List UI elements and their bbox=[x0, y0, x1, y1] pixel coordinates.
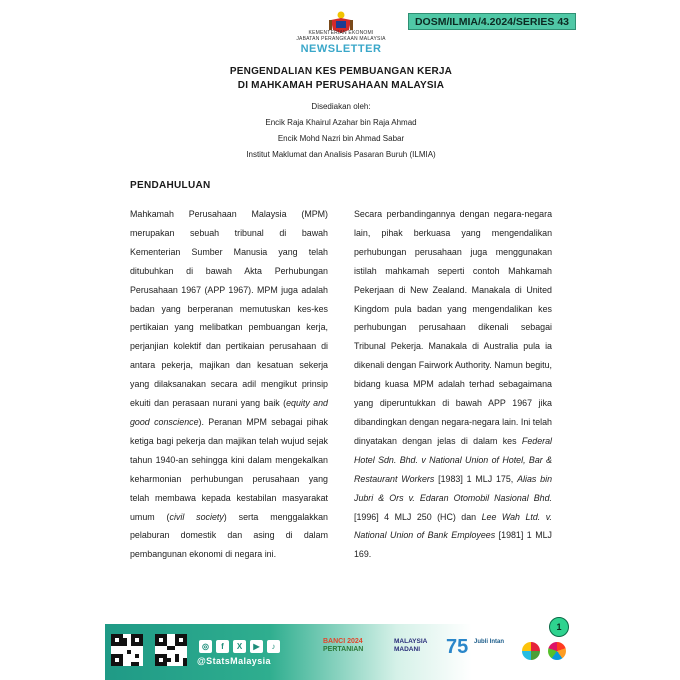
social-handle[interactable]: @StatsMalaysia bbox=[197, 656, 271, 666]
statistics-day-icon bbox=[548, 642, 566, 660]
paragraph-text: Secara perbandingannya dengan negara-negara lain, pihak berkuasa yang mengendalikan perhubungan perusahaan juga menggunakan istilah mahkamah seperti contoh Mahkamah Pekerjaan di New Zealand. Manakala di United Kingdom pula badan yang mengendalikan kes perhubungan perusahaan dikenali sebagai Tribunal Pekerja. Manakala di Australia pula ia dikenali dengan Fairwork Authority. Namun begitu, bidang kuasa MPM adalah terhad sebagaimana yang diperuntukkan di bawah APP 1967 jika dibandingkan dengan negara-negara lain. Ini telah dinyatakan dengan jelas di dalam kes bbox=[354, 209, 552, 446]
x-icon[interactable]: X bbox=[233, 640, 246, 653]
qr-code-icon[interactable] bbox=[111, 634, 143, 666]
sdg-wheel-icon bbox=[522, 642, 540, 660]
author-2: Encik Mohd Nazri bin Ahmad Sabar bbox=[277, 134, 405, 143]
document-title-line-2: DI MAHKAMAH PERUSAHAAN MALAYSIA bbox=[237, 80, 445, 91]
paragraph-text: [1981] 1 MLJ 169. bbox=[354, 530, 552, 560]
madani-logo-line-2: MADANI bbox=[394, 646, 420, 653]
banci-logo-line-1: BANCI 2024 bbox=[323, 638, 363, 645]
youtube-icon[interactable]: ▶ bbox=[250, 640, 263, 653]
case-citation: Federal Hotel Sdn. Bhd. v National Union of Hotel, Bar & Restaurant Workers bbox=[354, 435, 552, 484]
banci-logo-line-2: PERTANIAN bbox=[323, 646, 364, 653]
body-column-right bbox=[354, 205, 552, 564]
jubli-intan-logo: Jubli Intan bbox=[474, 639, 504, 645]
anniversary-75-logo: 75 bbox=[446, 636, 469, 658]
newsletter-label: NEWSLETTER bbox=[300, 43, 382, 55]
institute-name: Institut Maklumat dan Analisis Pasaran Buruh (ILMIA) bbox=[246, 150, 436, 159]
paragraph-text: [1983] 1 MLJ 175, bbox=[434, 473, 518, 484]
body-column-left bbox=[130, 205, 328, 564]
case-citation: Alias bin Jubri & Ors v. Edaran Otomobil Nasional Bhd. bbox=[354, 473, 553, 503]
facebook-icon[interactable]: f bbox=[216, 640, 229, 653]
paragraph-text: [1996] 4 MLJ 250 (HC) dan bbox=[354, 511, 482, 522]
case-citation: Lee Wah Ltd. v. National Union of Bank Employees bbox=[354, 511, 552, 541]
instagram-icon[interactable]: ◎ bbox=[199, 640, 212, 653]
ministry-label: KEMENTERIAN EKONOMI bbox=[308, 30, 374, 36]
italic-phrase: equity and good conscience bbox=[130, 398, 328, 427]
department-label: JABATAN PERANGKAAN MALAYSIA bbox=[296, 36, 386, 42]
series-badge: DOSM/ILMIA/4.2024/SERIES 43 bbox=[408, 13, 576, 30]
italic-phrase: civil society bbox=[169, 511, 224, 522]
author-1: Encik Raja Khairul Azahar bin Raja Ahmad bbox=[265, 118, 417, 127]
page-number: 1 bbox=[549, 617, 569, 637]
tiktok-icon[interactable]: ♪ bbox=[267, 640, 280, 653]
prepared-by-label: Disediakan oleh: bbox=[311, 102, 371, 111]
paragraph-text: Mahkamah Perusahaan Malaysia (MPM) merupakan sebuah tribunal di bawah Kementerian Sumber Manusia yang telah ditubuhkan di bawah Akta Perhubungan Perusahaan 1967 (APP 1967). MPM juga adalah badan yang berperanan memutuskan kes-kes pertikaian yang melibatkan pembuangan kerja, perjanjian kolektif dan pertikaian perusahaan di antara pekerja, majikan dan kesatuan sekerja yang dilaksanakan secara adil mengikut prinsip ekuiti dan perasaan nurani yang baik ( bbox=[130, 209, 328, 409]
paragraph-text: ) serta menggalakkan pelaburan domestik dan asing di dalam pembangunan ekonomi di negara ini. bbox=[130, 511, 328, 560]
malaysia-madani-logo bbox=[394, 638, 427, 654]
document-title-line-1: PENGENDALIAN KES PEMBUANGAN KERJA bbox=[229, 66, 453, 77]
qr-code-icon[interactable] bbox=[155, 634, 187, 666]
banci-pertanian-logo bbox=[323, 638, 363, 654]
paragraph-text: ). Peranan MPM sebagai pihak ketiga bagi pekerja dan majikan telah wujud sejak tahun 1940-an sehingga kini dalam mengekalkan keharmonian perhubungan perusahaan yang telah membawa kepada kestabilan masyarakat umum ( bbox=[130, 416, 328, 522]
section-heading: PENDAHULUAN bbox=[130, 180, 211, 191]
madani-logo-line-1: MALAYSIA bbox=[394, 638, 428, 645]
